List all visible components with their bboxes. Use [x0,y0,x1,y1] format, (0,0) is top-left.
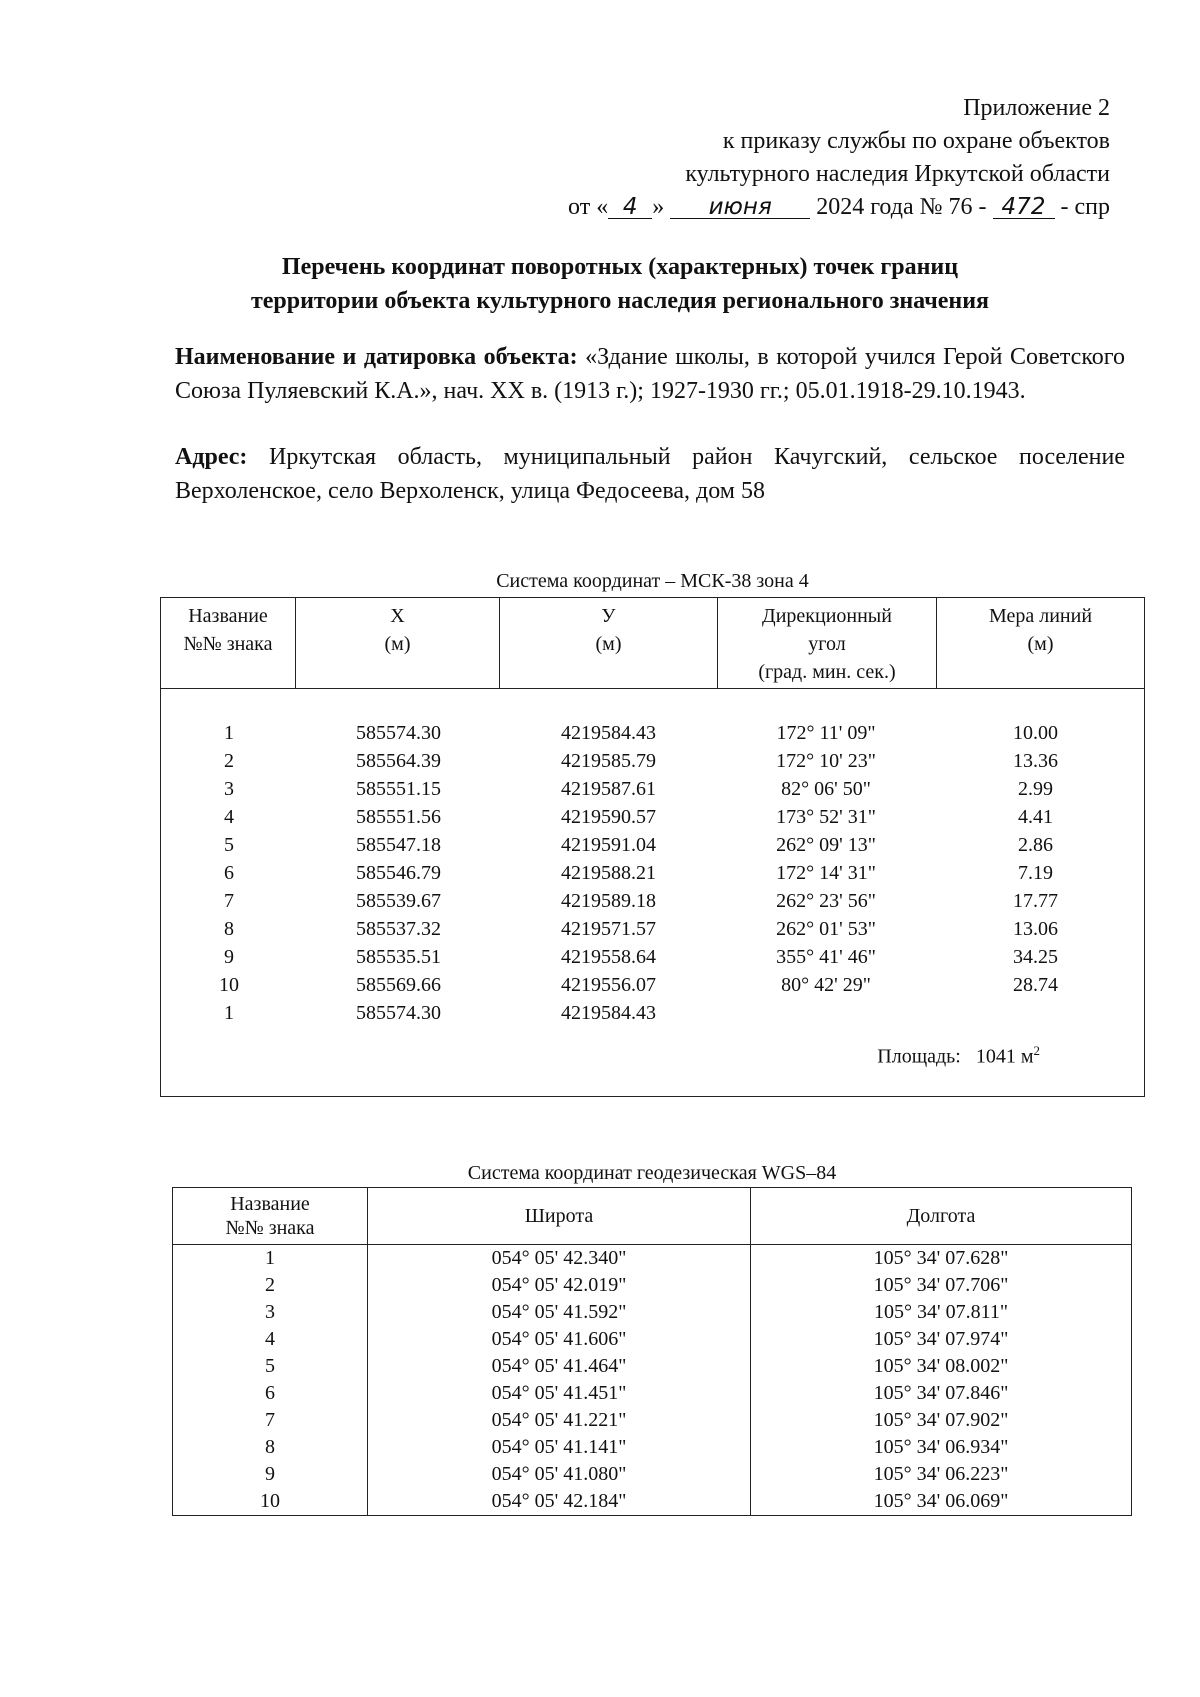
table1-cell-point-number: 3 [224,778,234,800]
area-line [161,1043,1144,1069]
annex-line-2: к приказу службы по охране объектов [722,128,1110,154]
title-line-1: Перечень координат поворотных (характерных) точек границ [281,254,959,280]
table1-cell-point-number: 7 [224,890,234,912]
table1-cell-point-number: 8 [224,918,234,940]
table2-row [173,1245,1132,1273]
table1-cell-y-coordinate: 4219589.18 [561,890,656,912]
table1-cell-y-coordinate: 4219584.43 [561,1002,656,1024]
table2-cell-longitude: 105° 34' 07.846" [751,1380,1132,1407]
date-prefix: от « [568,194,609,220]
table1-cell-x-coordinate: 585551.56 [356,806,441,828]
annex-line-3: культурного наследия Иркутской области [685,161,1110,187]
table1-row [161,803,1144,831]
table1-cell-y-coordinate: 4219585.79 [561,750,656,772]
table2-header-row [173,1188,1132,1245]
object-name-label: Наименование и датировка объекта: [175,344,578,370]
table2-rows [173,1245,1132,1516]
table1-row [161,971,1144,999]
table1-cell-line-length: 34.25 [1013,946,1058,968]
table2-cell-latitude: 054° 05' 41.141" [368,1434,751,1461]
object-name-value: «Здание школы, в которой учился Герой Советского Союза Пуляевский К.А.», нач. XX в. (1913 г.); 1927-1930 гг.; 05.01.1918-29.10.1943. [175,344,1125,404]
table2-caption: Система координат геодезическая WGS–84 [467,1162,837,1184]
table2-cell-point-number: 4 [173,1326,368,1353]
table1-cell-direction-angle: 262° 01' 53" [776,918,876,940]
table1-row [161,859,1144,887]
area-value: 1041 м [975,1045,1034,1068]
annex-date-line [568,191,1110,224]
table2-cell-longitude: 105° 34' 06.069" [751,1488,1132,1516]
table2-row [173,1407,1132,1434]
table1-row [161,943,1144,971]
object-address-paragraph [175,440,1125,508]
table1-cell-direction-angle: 172° 11' 09" [776,722,876,744]
table1-cell-x-coordinate: 585535.51 [356,946,441,968]
table2-cell-latitude: 054° 05' 42.184" [368,1488,751,1516]
table2-header-point: Название №№ знака [173,1188,368,1245]
table1-cell-y-coordinate: 4219584.43 [561,722,656,744]
table2-header-latitude: Широта [368,1188,751,1245]
table2-cell-point-number: 8 [173,1434,368,1461]
table1-header-point: Название №№ знака [161,598,296,689]
table2-cell-point-number: 6 [173,1380,368,1407]
table2-cell-latitude: 054° 05' 41.592" [368,1299,751,1326]
table1-cell-y-coordinate: 4219556.07 [561,974,656,996]
table2-cell-longitude: 105° 34' 07.706" [751,1272,1132,1299]
table1-cell-x-coordinate: 585564.39 [356,750,441,772]
table1-row [161,719,1144,747]
table1-body [161,689,1145,1097]
address-label: Адрес: [175,444,248,470]
table1-cell-x-coordinate: 585546.79 [356,862,441,884]
order-suffix: - спр [1060,194,1110,220]
table1-cell-y-coordinate: 4219558.64 [561,946,656,968]
table1-cell-line-length: 4.41 [1018,806,1053,828]
table1-cell-line-length: 13.06 [1013,918,1058,940]
table1-cell-direction-angle: 262° 23' 56" [776,890,876,912]
table1-cell-x-coordinate: 585551.15 [356,778,441,800]
table2-cell-point-number: 2 [173,1272,368,1299]
table1-cell-direction-angle: 172° 10' 23" [776,750,876,772]
table2-row [173,1461,1132,1488]
table1-rows [161,719,1144,1027]
table2-cell-longitude: 105° 34' 06.934" [751,1434,1132,1461]
table2-cell-point-number: 10 [173,1488,368,1516]
table1-cell-point-number: 5 [224,834,234,856]
area-label: Площадь: [877,1045,961,1068]
table1-cell-line-length: 10.00 [1013,722,1058,744]
table2-cell-point-number: 7 [173,1407,368,1434]
table2-cell-longitude: 105° 34' 06.223" [751,1461,1132,1488]
table2-header-longitude: Долгота [751,1188,1132,1245]
document-title [100,250,1140,318]
table2-row [173,1380,1132,1407]
table1-cell-y-coordinate: 4219587.61 [561,778,656,800]
table1-cell-point-number: 1 [224,1002,234,1024]
table1-cell-x-coordinate: 585574.30 [356,1002,441,1024]
address-value: Иркутская область, муниципальный район Качугский, сельское поселение Верхоленское, село Верхоленск, улица Федосеева, дом 58 [175,444,1126,504]
table2-row [173,1488,1132,1516]
table1-row [161,915,1144,943]
table2-cell-longitude: 105° 34' 07.974" [751,1326,1132,1353]
table2-cell-latitude: 054° 05' 41.464" [368,1353,751,1380]
table1-cell-line-length: 2.86 [1018,834,1053,856]
table1-cell-x-coordinate: 585574.30 [356,722,441,744]
table1-cell-x-coordinate: 585537.32 [356,918,441,940]
table1-cell-direction-angle: 262° 09' 13" [776,834,876,856]
table1-row [161,999,1144,1027]
table1-cell-x-coordinate: 585539.67 [356,890,441,912]
table1-header-y: У (м) [500,598,718,689]
table2-row [173,1299,1132,1326]
wgs84-coordinates-table [172,1187,1132,1516]
table1-cell-x-coordinate: 585569.66 [356,974,441,996]
table1-cell-point-number: 9 [224,946,234,968]
table2-cell-point-number: 5 [173,1353,368,1380]
table1-caption: Система координат – МСК-38 зона 4 [496,570,809,592]
table2-cell-longitude: 105° 34' 07.628" [751,1245,1132,1273]
table1-cell-y-coordinate: 4219590.57 [561,806,656,828]
table2-cell-longitude: 105° 34' 08.002" [751,1353,1132,1380]
area-unit-superscript: 2 [1033,1043,1040,1058]
table1-cell-point-number: 2 [224,750,234,772]
object-name-paragraph [175,340,1125,408]
table1-cell-direction-angle: 173° 52' 31" [776,806,876,828]
order-year-text: 2024 года № 76 - [816,194,987,220]
table1-cell-y-coordinate: 4219591.04 [561,834,656,856]
table1-cell-line-length: 28.74 [1013,974,1058,996]
annex-header [568,92,1110,224]
table2-cell-longitude: 105° 34' 07.902" [751,1407,1132,1434]
table1-row [161,747,1144,775]
table2-cell-longitude: 105° 34' 07.811" [751,1299,1132,1326]
table2-row [173,1326,1132,1353]
table1-cell-direction-angle: 355° 41' 46" [776,946,876,968]
table2-row [173,1353,1132,1380]
handwritten-day: 4 [608,196,652,219]
table1-row [161,831,1144,859]
table1-cell-y-coordinate: 4219588.21 [561,862,656,884]
table2-cell-latitude: 054° 05' 42.340" [368,1245,751,1273]
table1-header-row [161,598,1145,689]
table2-cell-latitude: 054° 05' 41.606" [368,1326,751,1353]
table2-row [173,1272,1132,1299]
handwritten-month: июня [670,196,810,219]
table2-cell-latitude: 054° 05' 41.451" [368,1380,751,1407]
table2-cell-latitude: 054° 05' 41.080" [368,1461,751,1488]
msk-coordinates-table [160,597,1145,1097]
table1-cell-x-coordinate: 585547.18 [356,834,441,856]
table2-cell-point-number: 3 [173,1299,368,1326]
table1-cell-direction-angle: 82° 06' 50" [781,778,871,800]
table2-cell-point-number: 9 [173,1461,368,1488]
table1-header-length: Мера линий (м) [937,598,1145,689]
table1-header-x: X (м) [296,598,500,689]
table1-cell-direction-angle: 172° 14' 31" [776,862,876,884]
table1-cell-point-number: 1 [224,722,234,744]
table1-cell-line-length: 7.19 [1018,862,1053,884]
table1-row [161,887,1144,915]
table1-cell-direction-angle: 80° 42' 29" [781,974,871,996]
table1-cell-y-coordinate: 4219571.57 [561,918,656,940]
table1-cell-line-length: 2.99 [1018,778,1053,800]
annex-title: Приложение 2 [963,95,1110,121]
table1-cell-line-length: 17.77 [1013,890,1058,912]
table1-row [161,775,1144,803]
date-mid: » [652,194,665,220]
table1-cell-point-number: 4 [224,806,234,828]
table2-cell-latitude: 054° 05' 41.221" [368,1407,751,1434]
title-line-2: территории объекта культурного наследия регионального значения [250,288,990,314]
table2-row [173,1434,1132,1461]
table1-cell-point-number: 10 [219,974,239,996]
table1-cell-point-number: 6 [224,862,234,884]
table2-cell-latitude: 054° 05' 42.019" [368,1272,751,1299]
handwritten-order-number: 472 [993,196,1055,219]
table2-cell-point-number: 1 [173,1245,368,1273]
table1-header-angle: Дирекционный угол (град. мин. сек.) [718,598,937,689]
table1-cell-line-length: 13.36 [1013,750,1058,772]
